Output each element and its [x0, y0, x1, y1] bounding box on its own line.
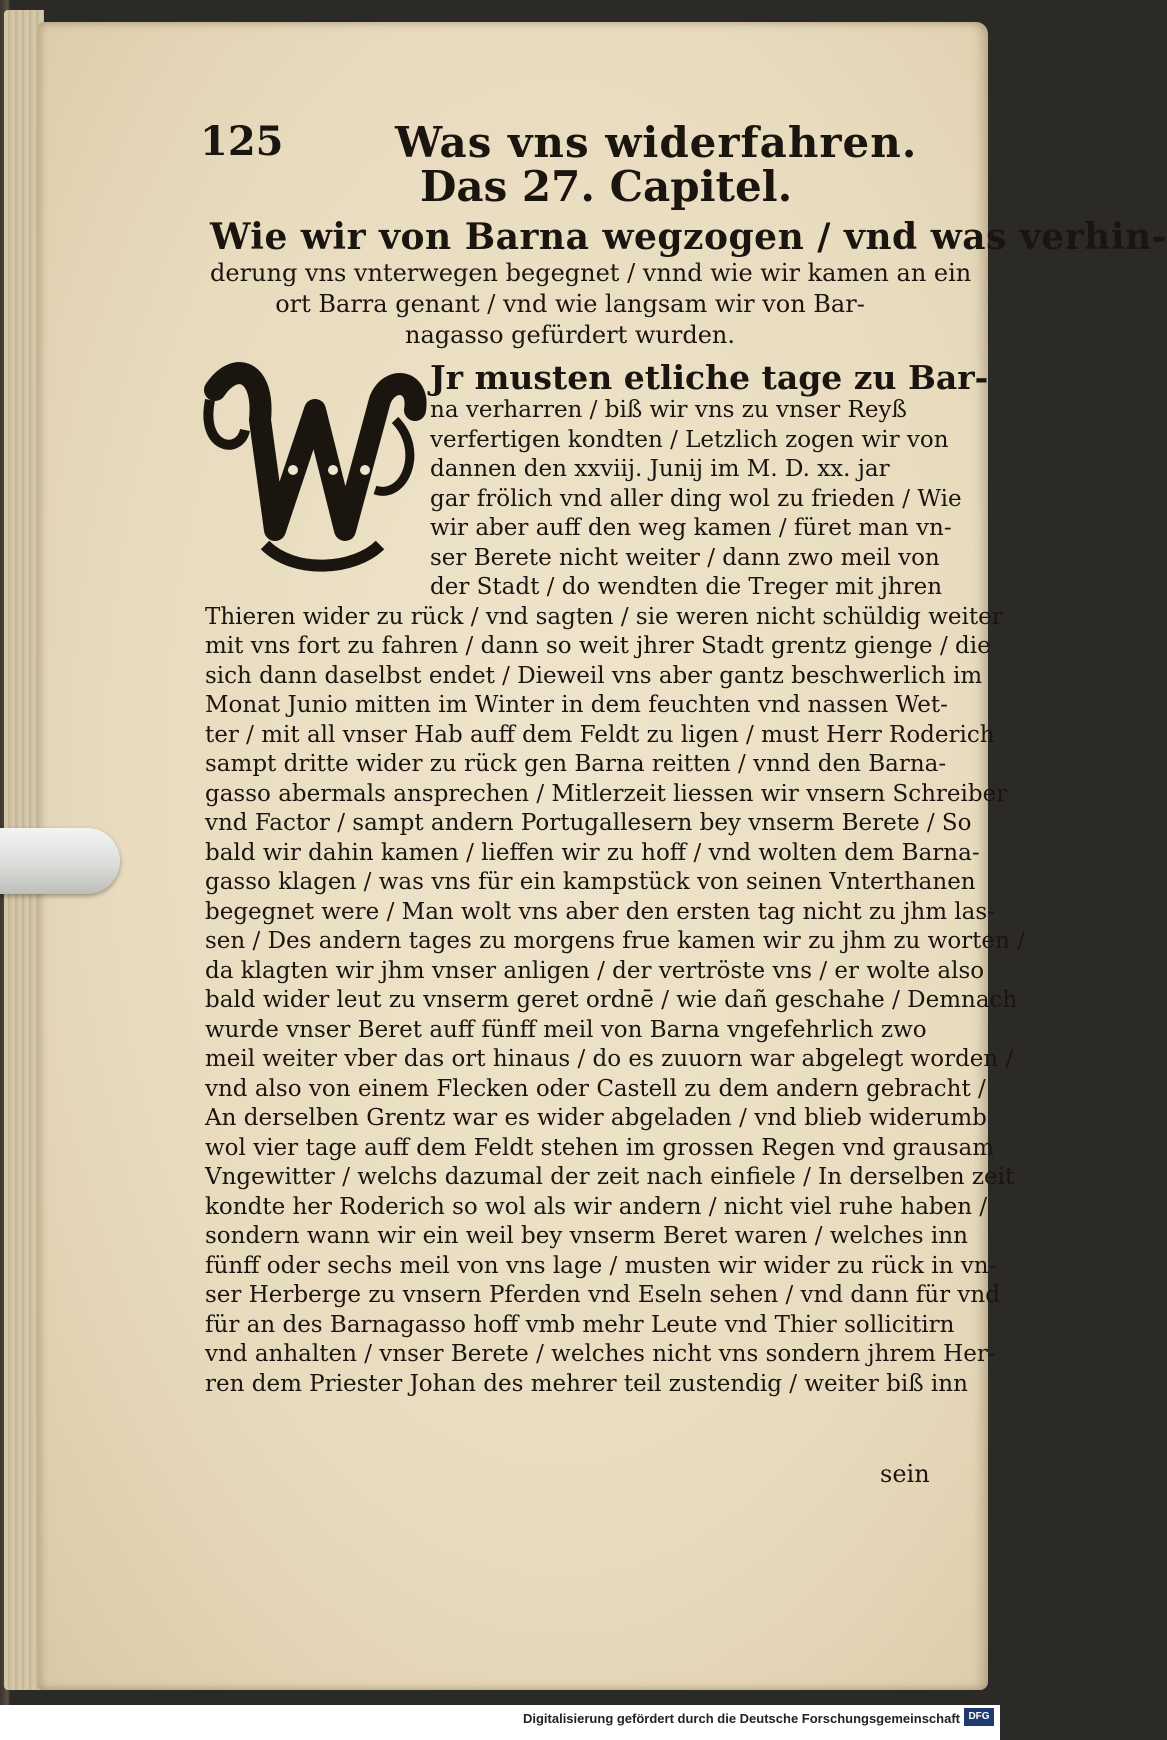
- body-line: da klagten wir jhm vnser anligen / der vertröste vns / er wolte also: [205, 957, 985, 984]
- dfg-logo: DFG: [964, 1708, 994, 1726]
- heading-sub-line: nagasso gefürdert wurden.: [405, 321, 735, 349]
- body-indented-line: dannen den xxviij. Junij im M. D. xx. jar: [430, 456, 890, 482]
- body-line: ter / mit all vnser Hab auff dem Feldt zu ligen / must Herr Roderich: [205, 721, 995, 748]
- body-text: [205, 358, 1025, 1399]
- page-number: 125: [200, 118, 284, 165]
- body-line: sen / Des andern tages zu morgens frue kamen wir zu jhm zu worten /: [205, 928, 1025, 954]
- heading-sub-line: derung vns vnterwegen begegnet / vnnd wie wir kamen an ein: [210, 259, 972, 287]
- body-line: Vngewitter / welchs dazumal der zeit nach einfiele / In derselben zeit: [205, 1164, 1015, 1190]
- body-indented-line: na verharren / biß wir vns zu vnser Reyß: [430, 397, 907, 423]
- body-line: vnd Factor / sampt andern Portugallesern bey vnserm Berete / So: [205, 810, 972, 836]
- catchword: sein: [880, 1460, 930, 1488]
- body-line: sampt dritte wider zu rück gen Barna reitten / vnnd den Barna-: [205, 751, 947, 777]
- chapter-heading: [210, 216, 1167, 351]
- body-line: kondte her Roderich so wol als wir andern / nicht viel ruhe haben /: [205, 1193, 988, 1220]
- body-indented-line: verfertigen kondten / Letzlich zogen wir von: [430, 426, 949, 453]
- body-line: wol vier tage auff dem Feldt stehen im grossen Regen vnd grausam: [205, 1134, 995, 1161]
- body-line: An derselben Grentz war es wider abgeladen / vnd blieb widerumb: [205, 1105, 987, 1131]
- body-line: mit vns fort zu fahren / dann so weit jhrer Stadt grentz gienge / die: [205, 633, 991, 659]
- body-line: bald wir dahin kamen / lieffen wir zu hoff / vnd wolten dem Barna-: [205, 839, 980, 866]
- body-indented-line: ser Berete nicht weiter / dann zwo meil von: [430, 544, 940, 571]
- body-line: Thieren wider zu rück / vnd sagten / sie weren nicht schüldig weiter: [205, 603, 1003, 630]
- body-line: vnd anhalten / vnser Berete / welches nicht vns sondern jhrem Her-: [205, 1341, 996, 1367]
- funding-credit: Digitalisierung gefördert durch die Deutsche Forschungsgemeinschaft: [522, 1711, 960, 1726]
- body-line: meil weiter vber das ort hinaus / do es zuuorn war abgelegt worden /: [205, 1046, 1014, 1072]
- running-title: Was vns widerfahren.: [395, 118, 918, 167]
- body-line: gasso abermals ansprechen / Mitlerzeit liessen wir vnsern Schreiber: [205, 780, 1008, 807]
- body-line: fünff oder sechs meil von vns lage / musten wir wider zu rück in vn-: [205, 1252, 997, 1279]
- body-indented-line: wir aber auff den weg kamen / füret man vn-: [430, 515, 952, 541]
- page-bookmark-tab: [0, 828, 120, 894]
- body-line: der Stadt / do wendten die Treger mit jhren: [430, 574, 943, 600]
- body-line: ren dem Priester Johan des mehrer teil zustendig / weiter biß inn: [205, 1370, 968, 1397]
- body-line: gasso klagen / was vns für ein kampstück von seinen Vnterthanen: [205, 869, 976, 895]
- body-line: für an des Barnagasso hoff vmb mehr Leute vnd Thier sollicitirn: [205, 1311, 955, 1338]
- body-line: begegnet were / Man wolt vns aber den ersten tag nicht zu jhm las-: [205, 898, 995, 925]
- body-line: sondern wann wir ein weil bey vnserm Beret waren / welches inn: [205, 1223, 968, 1249]
- body-line: wurde vnser Beret auff fünff meil von Barna vngefehrlich zwo: [205, 1016, 927, 1043]
- body-line: sich dann daselbst endet / Dieweil vns aber gantz beschwerlich im: [205, 662, 983, 689]
- chapter-title: Das 27. Capitel.: [420, 162, 793, 211]
- body-line: Monat Junio mitten im Winter in dem feuchten vnd nassen Wet-: [205, 692, 948, 718]
- body-first-line: Jr musten etliche tage zu Bar-: [430, 358, 989, 397]
- body-line: ser Herberge zu vnsern Pferden vnd Eseln sehen / vnd dann für vnd: [205, 1282, 1000, 1308]
- body-indented-line: gar frölich vnd aller ding wol zu frieden / Wie: [430, 485, 962, 512]
- heading-sub-line: ort Barra genant / vnd wie langsam wir von Bar-: [275, 290, 865, 318]
- body-line: bald wider leut zu vnserm geret ordnē / wie dañ geschahe / Demnach: [205, 987, 1018, 1013]
- heading-main-line: Wie wir von Barna wegzogen / vnd was verhin-: [210, 216, 1167, 258]
- body-line: vnd also von einem Flecken oder Castell zu dem andern gebracht /: [205, 1075, 986, 1102]
